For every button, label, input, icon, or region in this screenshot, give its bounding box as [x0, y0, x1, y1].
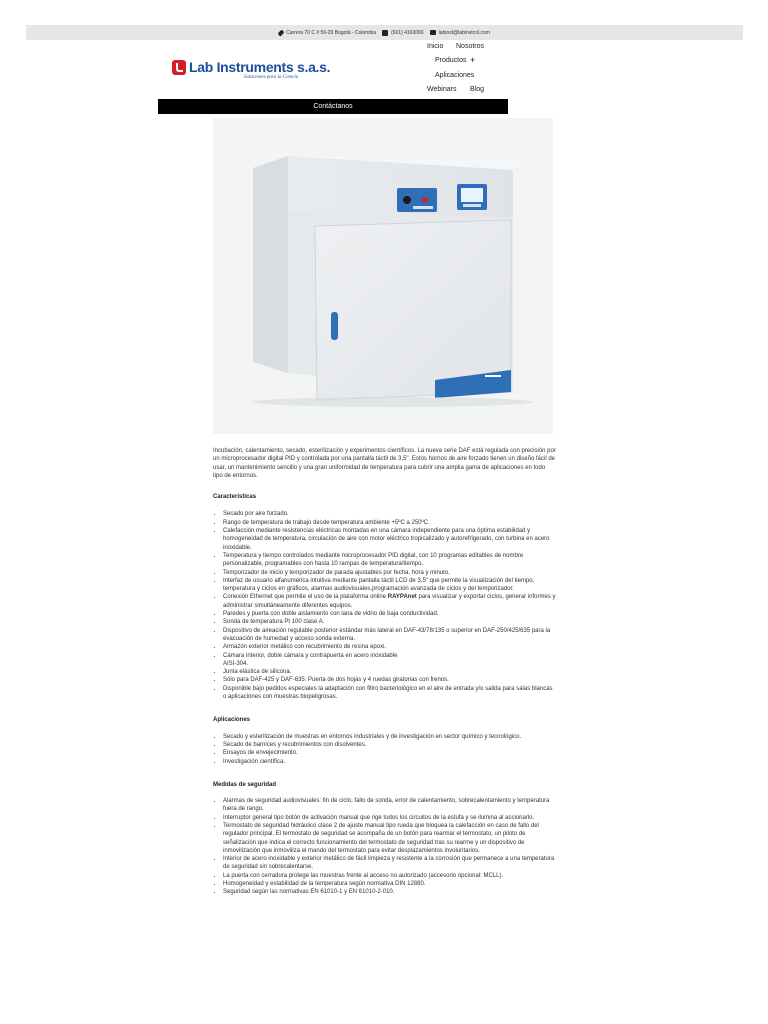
- list-item: • Seguridad según las normativas EN 61010-1 y EN 61010-2-010.: [223, 888, 556, 896]
- nav-nosotros[interactable]: Nosotros: [456, 43, 485, 50]
- logo-name: Lab Instruments s.a.s.: [189, 59, 331, 75]
- touch-screen: [461, 188, 483, 202]
- oven-shadow: [253, 397, 533, 407]
- map-pin-icon: [278, 29, 285, 36]
- phone-item[interactable]: [382, 30, 424, 36]
- list-item: • Secado y esterilización de muestras en entornos industriales y de investigación en sector químico y tecnológico.: [223, 733, 556, 741]
- list-item-aisi: [223, 652, 556, 669]
- list-item: • Disponible bajo pedidos especiales la adaptación con filtro bacteriológico en el aire de entrada y/o salida para salas blancas o aplicaciones con muestras biopeligrosas.: [223, 685, 556, 702]
- list-item: • Junta elástica de silicona.: [223, 668, 556, 676]
- nav-productos[interactable]: Productos: [435, 57, 467, 64]
- list-item: • Sonda de temperatura Pt 100 clase A.: [223, 618, 556, 626]
- oven-illustration: [213, 118, 553, 434]
- list-item-ethernet: [223, 593, 556, 610]
- chamber-text: Cámara interior, doble cámara y contrapuerta en acero inoxidable: [223, 652, 398, 659]
- list-item: • Secado por aire forzado.: [223, 510, 556, 518]
- door-brand-label: [485, 375, 501, 377]
- raypanet-brand: RAYPAnet: [387, 594, 417, 601]
- applications-list: [213, 733, 556, 766]
- nav-inicio[interactable]: Inicio: [427, 43, 444, 50]
- product-image: [213, 118, 553, 434]
- logo-mark-icon: [172, 60, 186, 75]
- power-button-icon: [422, 197, 428, 203]
- address-text: Carrera 70 C # 56-29 Bogotá - Colombia: [286, 29, 377, 36]
- panel-left-label: [413, 206, 433, 209]
- address-item: [279, 30, 376, 36]
- ethernet-text-a: Conexión Ethernet que permite el uso de la plataforma online: [223, 594, 388, 601]
- applications-heading: Aplicaciones: [213, 717, 251, 724]
- list-item: • Armazón exterior metálico con recubrimiento de resina epoxi.: [223, 643, 556, 651]
- productos-expand-icon[interactable]: +: [470, 55, 476, 65]
- list-item: • Ensayos de envejecimiento.: [223, 749, 556, 757]
- thermostat-knob-icon: [403, 196, 411, 204]
- features-list: [213, 510, 556, 701]
- list-item: • Termostato de seguridad hidráulico clase 2 de ajuste manual tipo rueda que bloquea la calefacción en caso de fallo del regulador principal. El termostato de seguridad se acompaña de un botón para rearmar el termostato, un piloto de señalización que indica el correcto funcionamiento del termostato de seguridad tras su rearme y un dispositivo de inmovilización que inmoviliza el mando del termostato para evitar desplazamientos involuntarios.: [223, 822, 556, 855]
- features-heading: Características: [213, 494, 257, 501]
- list-item: • Secado de barnices y recubrimientos con disolventes.: [223, 741, 556, 749]
- oven-left-side: [253, 156, 288, 373]
- email-text[interactable]: labinst@labinstcol.com: [438, 29, 490, 36]
- nav-webinars[interactable]: Webinars: [427, 86, 457, 93]
- list-item: • Dispositivo de aireación regulable posterior estándar más lateral en DAF-43/78/135 o superior en DAF-250/425/635 para la evacuación de humedad y acceso sonda externa.: [223, 627, 556, 644]
- phone-icon: [382, 30, 388, 36]
- aisi-text: AISI-304.: [223, 660, 249, 667]
- safety-heading: Medidas de seguridad: [213, 781, 277, 788]
- ethernet-text-b: para visualizar y exportar ciclos, generar informes y administrar simultáneamente diferentes equipos.: [223, 594, 556, 609]
- envelope-icon: [430, 30, 436, 35]
- list-item: • Temporizador de inicio y temporizador de parada ajustables por fecha, hora y minuto.: [223, 569, 556, 577]
- nav-blog[interactable]: Blog: [470, 86, 485, 93]
- site-logo[interactable]: [172, 60, 330, 81]
- top-info-bar: [26, 25, 743, 40]
- logo-tagline: Soluciones para la Ciencia: [244, 75, 299, 80]
- email-item[interactable]: [430, 30, 490, 36]
- list-item: • Interfaz de usuario alfanumérica intuitiva mediante pantalla táctil LCD de 3,5" que permite la visualización del tiempo, temperatura y ciclos en gráficos, alarmas audiovisuales,programación avanzada de ciclos y del temporizador.: [223, 577, 556, 594]
- list-item: • Sólo para DAF-425 y DAF-635: Puerta de dos hojas y 4 ruedas giratorias con frenos.: [223, 676, 556, 684]
- list-item: • Paredes y puerta con doble aislamiento con lana de vidrio de baja conductividad.: [223, 610, 556, 618]
- door-handle-icon: [331, 312, 338, 340]
- intro-paragraph: Incubación, calentamiento, secado, esterilización y experimentos científicos. La nueva serie DAF está regulada con precisión por un microprocesador digital PID y controlada por una pantalla táctil de 3,5". Estos hornos de aire forzado tienen un diseño fácil de usar, un mantenimiento sencillo y una gran uniformidad de temperatura para cubrir una amplia gama de aplicaciones en todo tipo de entornos.: [213, 448, 556, 479]
- phone-text[interactable]: (601) 4163066: [391, 29, 424, 36]
- product-description: [213, 447, 556, 897]
- list-item: • Interruptor general tipo botón de activación manual que rige todos los circuitos de la estufa y se ilumina al accionarlo.: [223, 814, 556, 822]
- nav-aplicaciones[interactable]: Aplicaciones: [435, 72, 475, 79]
- safety-list: [213, 797, 556, 897]
- list-item: • Investigación científica.: [223, 758, 556, 766]
- list-item: • Interior de acero inoxidable y exterior metálico de fácil limpieza y resistente a la corrosión que permanece a una temperatura de seguridad sin sobrecalentarse.: [223, 855, 556, 872]
- list-item: • Temperatura y tiempo controlados mediante microprocesador PID digital, con 10 programas editables de nombre personalizable, programables con hasta 10 rampas de temperatura/tiempo.: [223, 552, 556, 569]
- list-item: • Calefacción mediante resistencias eléctricas montadas en una cámara independiente para una óptima estabilidad y homogeneidad de temperatura, circulación de aire con motor eléctrico tropicalizado y autorefrigerado, con turbina en acero inoxidable.: [223, 527, 556, 552]
- list-item: • Homogeneidad y estabilidad de la temperatura según normativa DIN 12880.: [223, 880, 556, 888]
- list-item: • La puerta con cerradura protege las muestras frente al acceso no autorizado (accesorio opcional: MCLL).: [223, 872, 556, 880]
- list-item: • Alarmas de seguridad audiovisuales: fin de ciclo, fallo de sonda, error de calentamiento, sobrecalentamiento y temperatura fuera de rango.: [223, 797, 556, 814]
- list-item: • Rango de temperatura de trabajo desde temperatura ambiente +5ºC a 250ºC.: [223, 519, 556, 527]
- oven-door: [315, 220, 511, 400]
- contact-button[interactable]: Contáctanos: [158, 99, 508, 114]
- panel-right-label: [463, 204, 481, 207]
